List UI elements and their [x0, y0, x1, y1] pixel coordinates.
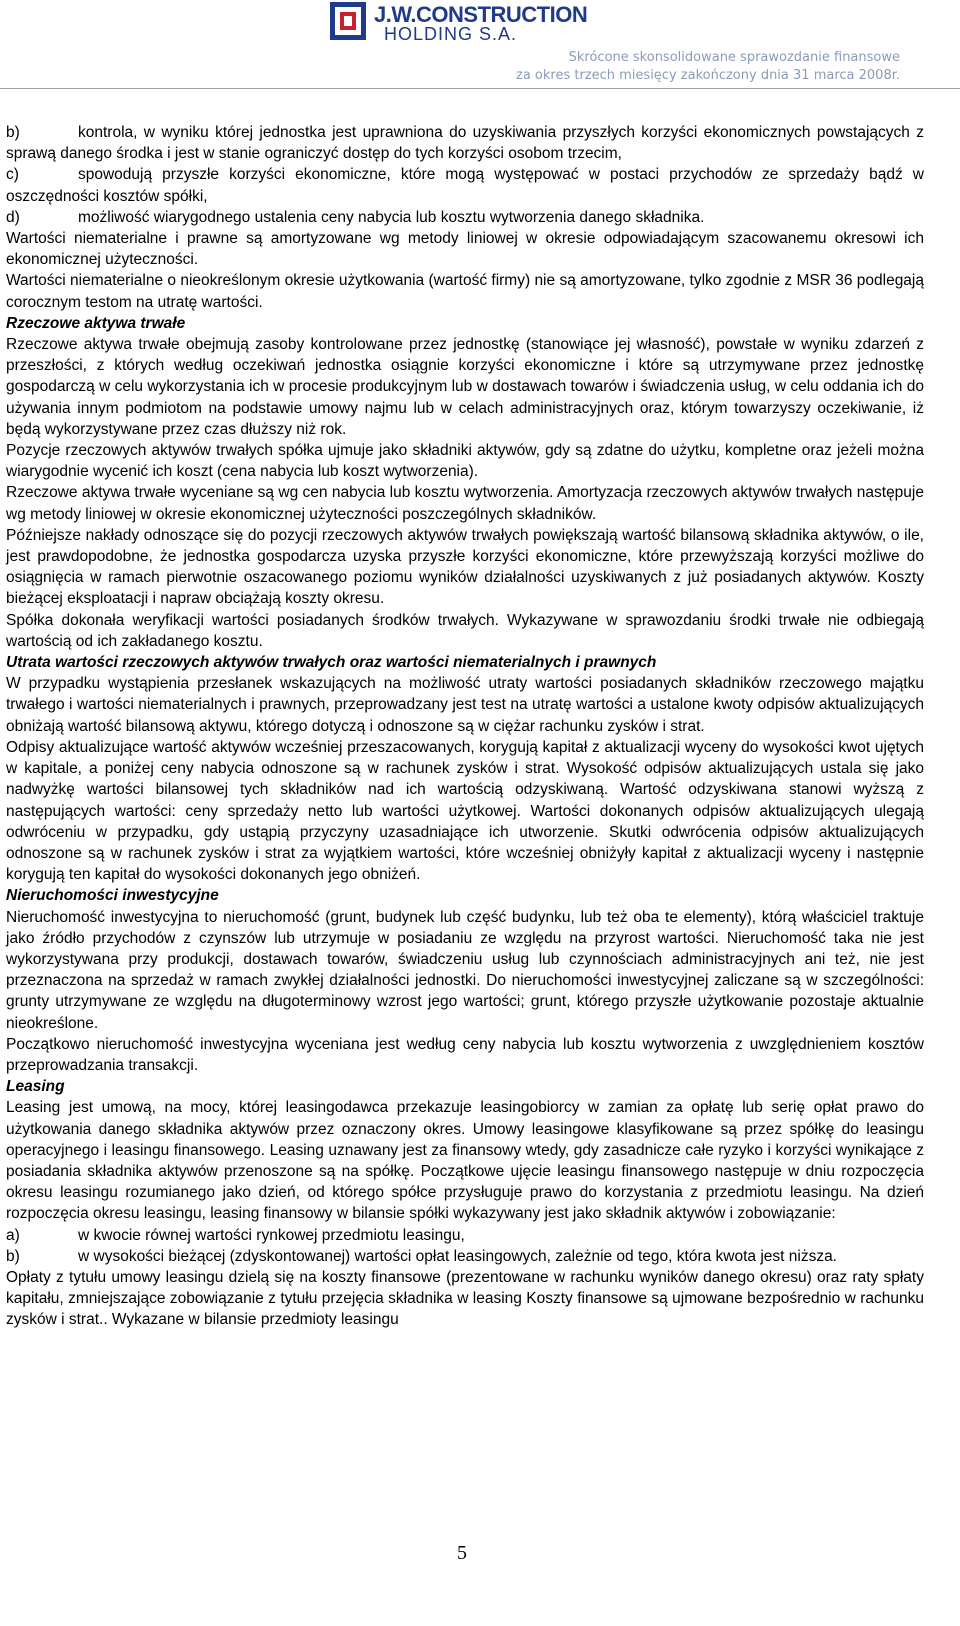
section-heading: Nieruchomości inwestycyjne [6, 887, 219, 905]
paragraph: Leasing jest umową, na mocy, której leasingodawca przekazuje leasingobiorcy w zamian za opłatę lub serię opłat prawo do użytkowania danego składnika aktywów przez oznaczony okres. Umowy leasingowe klasyfikowane są przez spółkę do leasingu operacyjnego i leasingu finansowego. Leasing uznawany jest za finansowy wtedy, gdy zasadnicze całe ryzyko i korzyści wynikające z posiadania składnika aktywów przenoszone są na spółkę. Początkowe ujęcie leasingu finansowego następuje w dniu rozpoczęcia okresu leasingu rozumianego jako dzień, od którego spółce przysługuje prawo do korzystania z przedmiotu leasingu. Na dzień rozpoczęcia okresu leasingu, leasing finansowy w bilansie spółki wykazywany jest jako składnik aktywów i zobowiązanie: [6, 1099, 924, 1223]
list-item [6, 207, 924, 228]
paragraph: Odpisy aktualizujące wartość aktywów wcześniej przeszacowanych, korygują kapitał z aktualizacji wyceny do wysokości kwot ujętych w kapitale, a poniżej ceny nabycia odnoszone są w rachunek zysków i strat. Wysokość odpisów aktualizujących ustala się jako nadwyżkę wartości bilansowej tych składników nad ich wartością odzyskiwaną. Wartość odzyskiwana stanowi wyższą z następujących wartości: ceny sprzedaży netto lub wartości użytkowej. Wartości dokonanych odpisów aktualizujących ulegają odwróceniu w przypadku, gdy ustąpią przyczyny uzasadniające ich utworzenie. Skutki odwrócenia odpisów aktualizujących odnoszone są w rachunek zysków i strat za wyjątkiem wartości, które wcześniej obniżyły kapitał z aktualizacji wyceny i następnie korygują ten kapitał do wysokości dokonanych jego obniżeń. [6, 738, 924, 884]
list-item [6, 122, 924, 164]
report-title: Skrócone skonsolidowane sprawozdanie finansowe [568, 50, 900, 65]
list-item-text: kontrola, w wyniku której jednostka jest uprawniona do uzyskiwania przyszłych korzyści ekonomicznych powstających z sprawą danego środka i jest w stanie ograniczyć dostęp do tych korzyści osobom trzecim, [6, 124, 924, 163]
list-item-label: b) [6, 124, 20, 141]
paragraph: Rzeczowe aktywa trwałe wyceniane są wg cen nabycia lub kosztu wytworzenia. Amortyzacja rzeczowych aktywów trwałych następuje wg metody liniowej w okresie ekonomicznej użyteczności poszczególnych składników. [6, 484, 924, 523]
paragraph: Pozycje rzeczowych aktywów trwałych spółka ujmuje jako składniki aktywów, gdy są zdatne do użytku, kompletne oraz jeżeli można wiarygodnie wycenić ich koszt (cena nabycia lub koszt wytworzenia). [6, 442, 924, 481]
paragraph: Spółka dokonała weryfikacji wartości posiadanych środków trwałych. Wykazywane w sprawozdaniu środki trwałe nie odbiegają wartością od ich zakładanego kosztu. [6, 611, 924, 650]
list-item [6, 1225, 924, 1246]
list-item [6, 164, 924, 206]
section-heading: Leasing [6, 1078, 65, 1096]
list-item-text: w kwocie równej wartości rynkowej przedmiotu leasingu, [78, 1226, 465, 1244]
list-item-text: w wysokości bieżącej (zdyskontowanej) wartości opłat leasingowych, zależnie od tego, która kwota jest niższa. [78, 1247, 837, 1265]
list-item [6, 1246, 924, 1267]
company-logo-icon [330, 2, 366, 40]
list-item-label: c) [6, 166, 19, 184]
paragraph: Późniejsze nakłady odnoszące się do pozycji rzeczowych aktywów trwałych powiększają wartość bilansową składnika aktywów, o ile, jest prawdopodobne, że jednostka gospodarcza uzyska przyszłe korzyści ekonomiczne, które przewyższają korzyści możliwe do osiągnięcia w ramach pierwotnie oszacowanego poziomu wyników działalności uzyskiwanych z już posiadanych aktywów. Koszty bieżącej eksploatacji i napraw obciążają koszty okresu. [6, 526, 924, 608]
list-item-label: d) [6, 208, 20, 226]
document-body [6, 122, 924, 1331]
paragraph: Początkowo nieruchomość inwestycyjna wyceniana jest według ceny nabycia lub kosztu wytworzenia z uwzględnieniem kosztów przeprowadzania transakcji. [6, 1035, 924, 1074]
company-subtitle: HOLDING S.A. [384, 24, 518, 44]
page-number: 5 [457, 1542, 467, 1564]
list-item-label: b) [6, 1247, 20, 1265]
list-item-label: a) [6, 1226, 20, 1244]
report-period: za okres trzech miesięcy zakończony dnia 31 marca 2008r. [516, 68, 900, 83]
paragraph: W przypadku wystąpienia przesłanek wskazujących na możliwość utraty wartości posiadanych składników rzeczowego majątku trwałego i wartości niematerialnych i prawnych, przeprowadzany jest test na utratę wartości a ustalone kwoty odpisów aktualizujących obniżają wartość bilansową aktywu, którego dotyczą i odnoszone są w ciężar rachunku zysków i strat. [6, 675, 924, 735]
list-item-text: spowodują przyszłe korzyści ekonomiczne, które mogą występować w postaci przychodów ze sprzedaży bądź w oszczędności kosztów spółki, [6, 166, 924, 205]
paragraph: Nieruchomość inwestycyjna to nieruchomość (grunt, budynek lub część budynku, lub też oba te elementy), którą właściciel traktuje jako źródło przychodów z czynszów lub utrzymuje w posiadaniu ze względu na przyrost wartości. Nieruchomość taka nie jest wykorzystywana przy produkcji, dostawach towarów, świadczeniu usług lub czynnościach administracyjnych ani też, nie jest przeznaczona na sprzedaż w ramach zwykłej działalności jednostki. Do nieruchomości inwestycyjnej zaliczane są w szczególności: grunty utrzymywane ze względu na długoterminowy wzrost jego wartości; grunt, którego przyszłe użytkowanie pozostaje aktualnie nieokreślone. [6, 908, 924, 1032]
paragraph: Wartości niematerialne i prawne są amortyzowane wg metody liniowej w okresie odpowiadającym szacowanemu okresowi ich ekonomicznej użyteczności. [6, 230, 924, 269]
header-divider [0, 88, 960, 89]
paragraph: Rzeczowe aktywa trwałe obejmują zasoby kontrolowane przez jednostkę (stanowiące jej własność), powstałe w wyniku zdarzeń z przeszłości, z których według oczekiwań jednostka osiągnie korzyści ekonomiczne i które są utrzymywane przez jednostkę gospodarczą w celu wykorzystania ich w procesie produkcyjnym lub w dostawach towarów i świadczenia usług, w celu oddania ich do używania innym podmiotom na podstawie umowy najmu lub w celach administracyjnych oraz, którym towarzyszy oczekiwanie, iż będą wykorzystywane przez czas dłuższy niż rok. [6, 336, 924, 438]
list-item-text: możliwość wiarygodnego ustalenia ceny nabycia lub kosztu wytworzenia danego składnika. [78, 208, 705, 226]
page-header [0, 0, 960, 92]
paragraph: Wartości niematerialne o nieokreślonym okresie użytkowania (wartość firmy) nie są amortyzowane, tylko zgodnie z MSR 36 podlegają corocznym testom na utratę wartości. [6, 272, 924, 311]
section-heading: Utrata wartości rzeczowych aktywów trwałych oraz wartości niematerialnych i prawnych [6, 654, 657, 672]
company-name: J.W.CONSTRUCTION [374, 2, 588, 27]
paragraph: Opłaty z tytułu umowy leasingu dzielą się na koszty finansowe (prezentowane w rachunku wyników danego okresu) oraz raty spłaty kapitału, zmniejszające zobowiązanie z tytułu przejęcia składnika w leasing Koszty finansowe są ujmowane bezpośrednio w rachunku zysków i strat.. Wykazane w bilansie przedmioty leasingu [6, 1268, 924, 1329]
section-heading: Rzeczowe aktywa trwałe [6, 314, 186, 332]
